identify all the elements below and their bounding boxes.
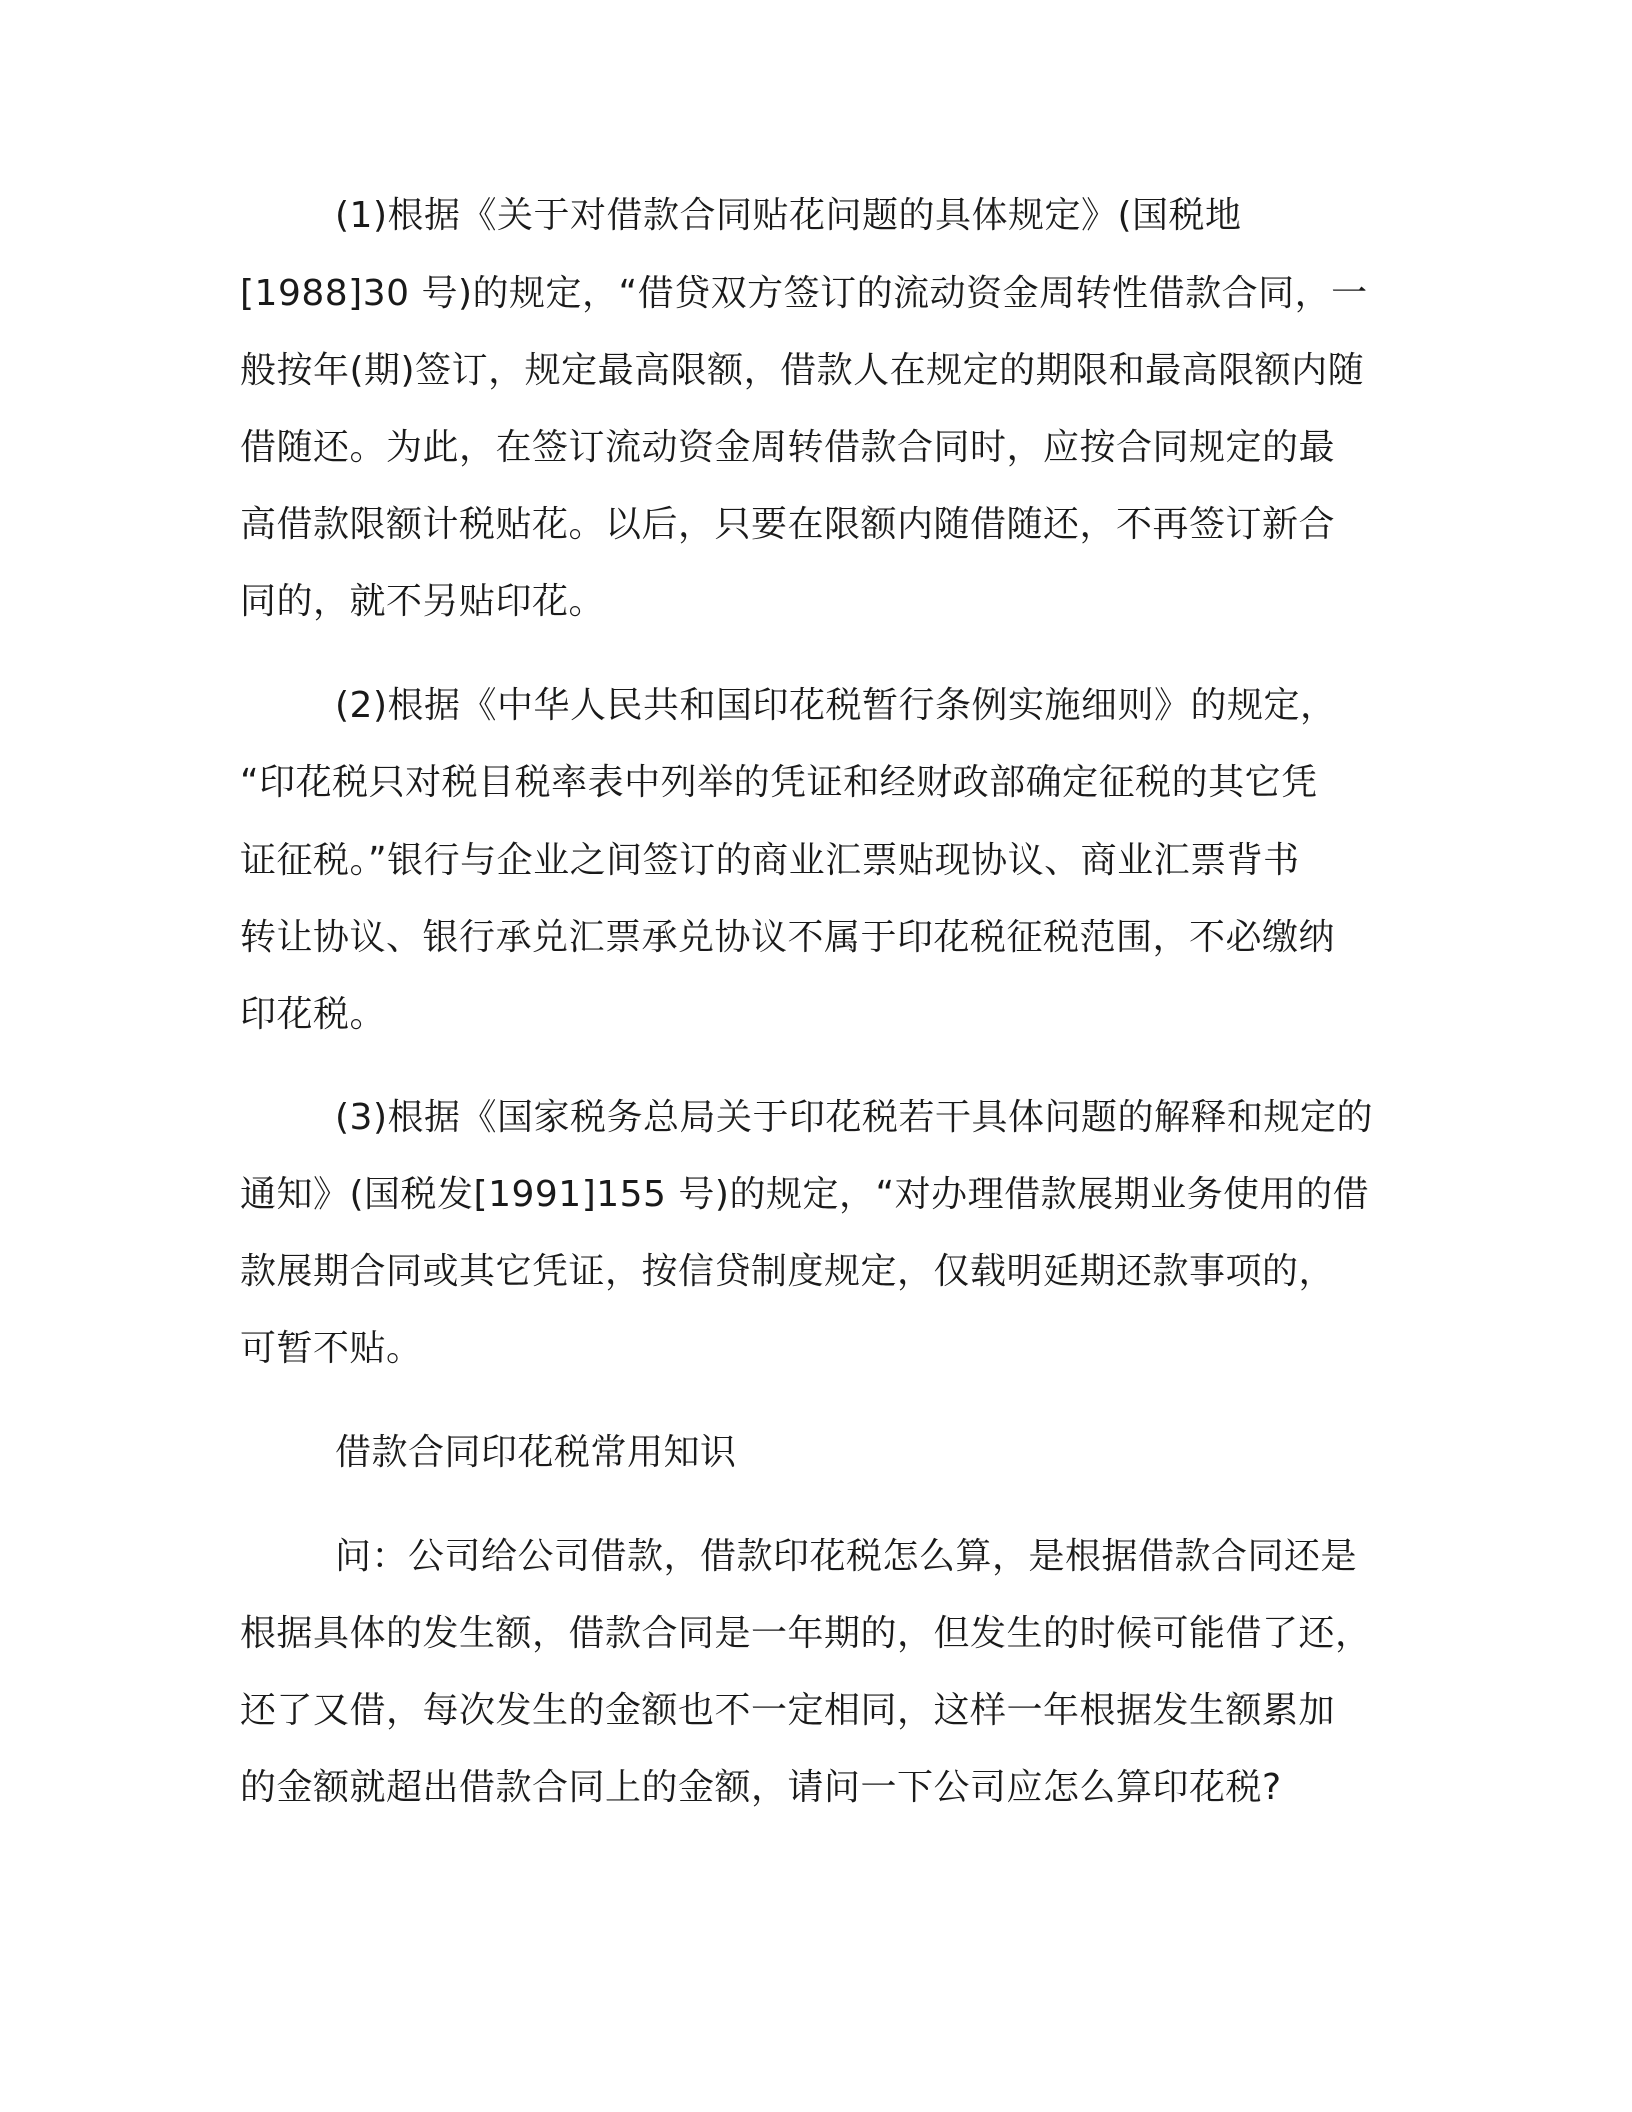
paragraph-line: 同的，就不另贴印花。 bbox=[240, 581, 606, 622]
paragraph-line: 高借款限额计税贴花。以后，只要在限额内随借随还，不再签订新合 bbox=[240, 504, 1336, 545]
paragraph-line: 借随还。为此，在签订流动资金周转借款合同时，应按合同规定的最 bbox=[240, 427, 1336, 468]
paragraph-line: 可暂不贴。 bbox=[240, 1328, 423, 1369]
paragraph-line: 还了又借，每次发生的金额也不一定相同，这样一年根据发生额累加 bbox=[240, 1690, 1336, 1731]
paragraph-line: 证征税。”银行与企业之间签订的商业汇票贴现协议、商业汇票背书 bbox=[240, 840, 1300, 881]
paragraph-line: (3)根据《国家税务总局关于印花税若干具体问题的解释和规定的 bbox=[335, 1097, 1373, 1138]
paragraph-line: (2)根据《中华人民共和国印花税暂行条例实施细则》的规定， bbox=[335, 685, 1337, 726]
paragraph-line: (1)根据《关于对借款合同贴花问题的具体规定》(国税地 bbox=[335, 195, 1242, 236]
section-heading: 借款合同印花税常用知识 bbox=[335, 1432, 737, 1473]
paragraph-line: 通知》(国税发[1991]155 号)的规定，“对办理借款展期业务使用的借 bbox=[240, 1174, 1370, 1215]
paragraph-line: [1988]30 号)的规定，“借贷双方签订的流动资金周转性借款合同，一 bbox=[240, 273, 1368, 314]
paragraph-line: 问：公司给公司借款，借款印花税怎么算，是根据借款合同还是 bbox=[335, 1536, 1358, 1577]
paragraph-line: 的金额就超出借款合同上的金额，请问一下公司应怎么算印花税? bbox=[240, 1767, 1282, 1808]
paragraph-line: “印花税只对税目税率表中列举的凭证和经财政部确定征税的其它凭 bbox=[240, 762, 1318, 803]
paragraph-line: 般按年(期)签订，规定最高限额，借款人在规定的期限和最高限额内随 bbox=[240, 350, 1365, 391]
paragraph-line: 款展期合同或其它凭证，按信贷制度规定，仅载明延期还款事项的， bbox=[240, 1251, 1336, 1292]
paragraph-line: 印花税。 bbox=[240, 994, 387, 1035]
paragraph-line: 根据具体的发生额，借款合同是一年期的，但发生的时候可能借了还， bbox=[240, 1613, 1372, 1654]
paragraph-line: 转让协议、银行承兑汇票承兑协议不属于印花税征税范围，不必缴纳 bbox=[240, 917, 1336, 958]
